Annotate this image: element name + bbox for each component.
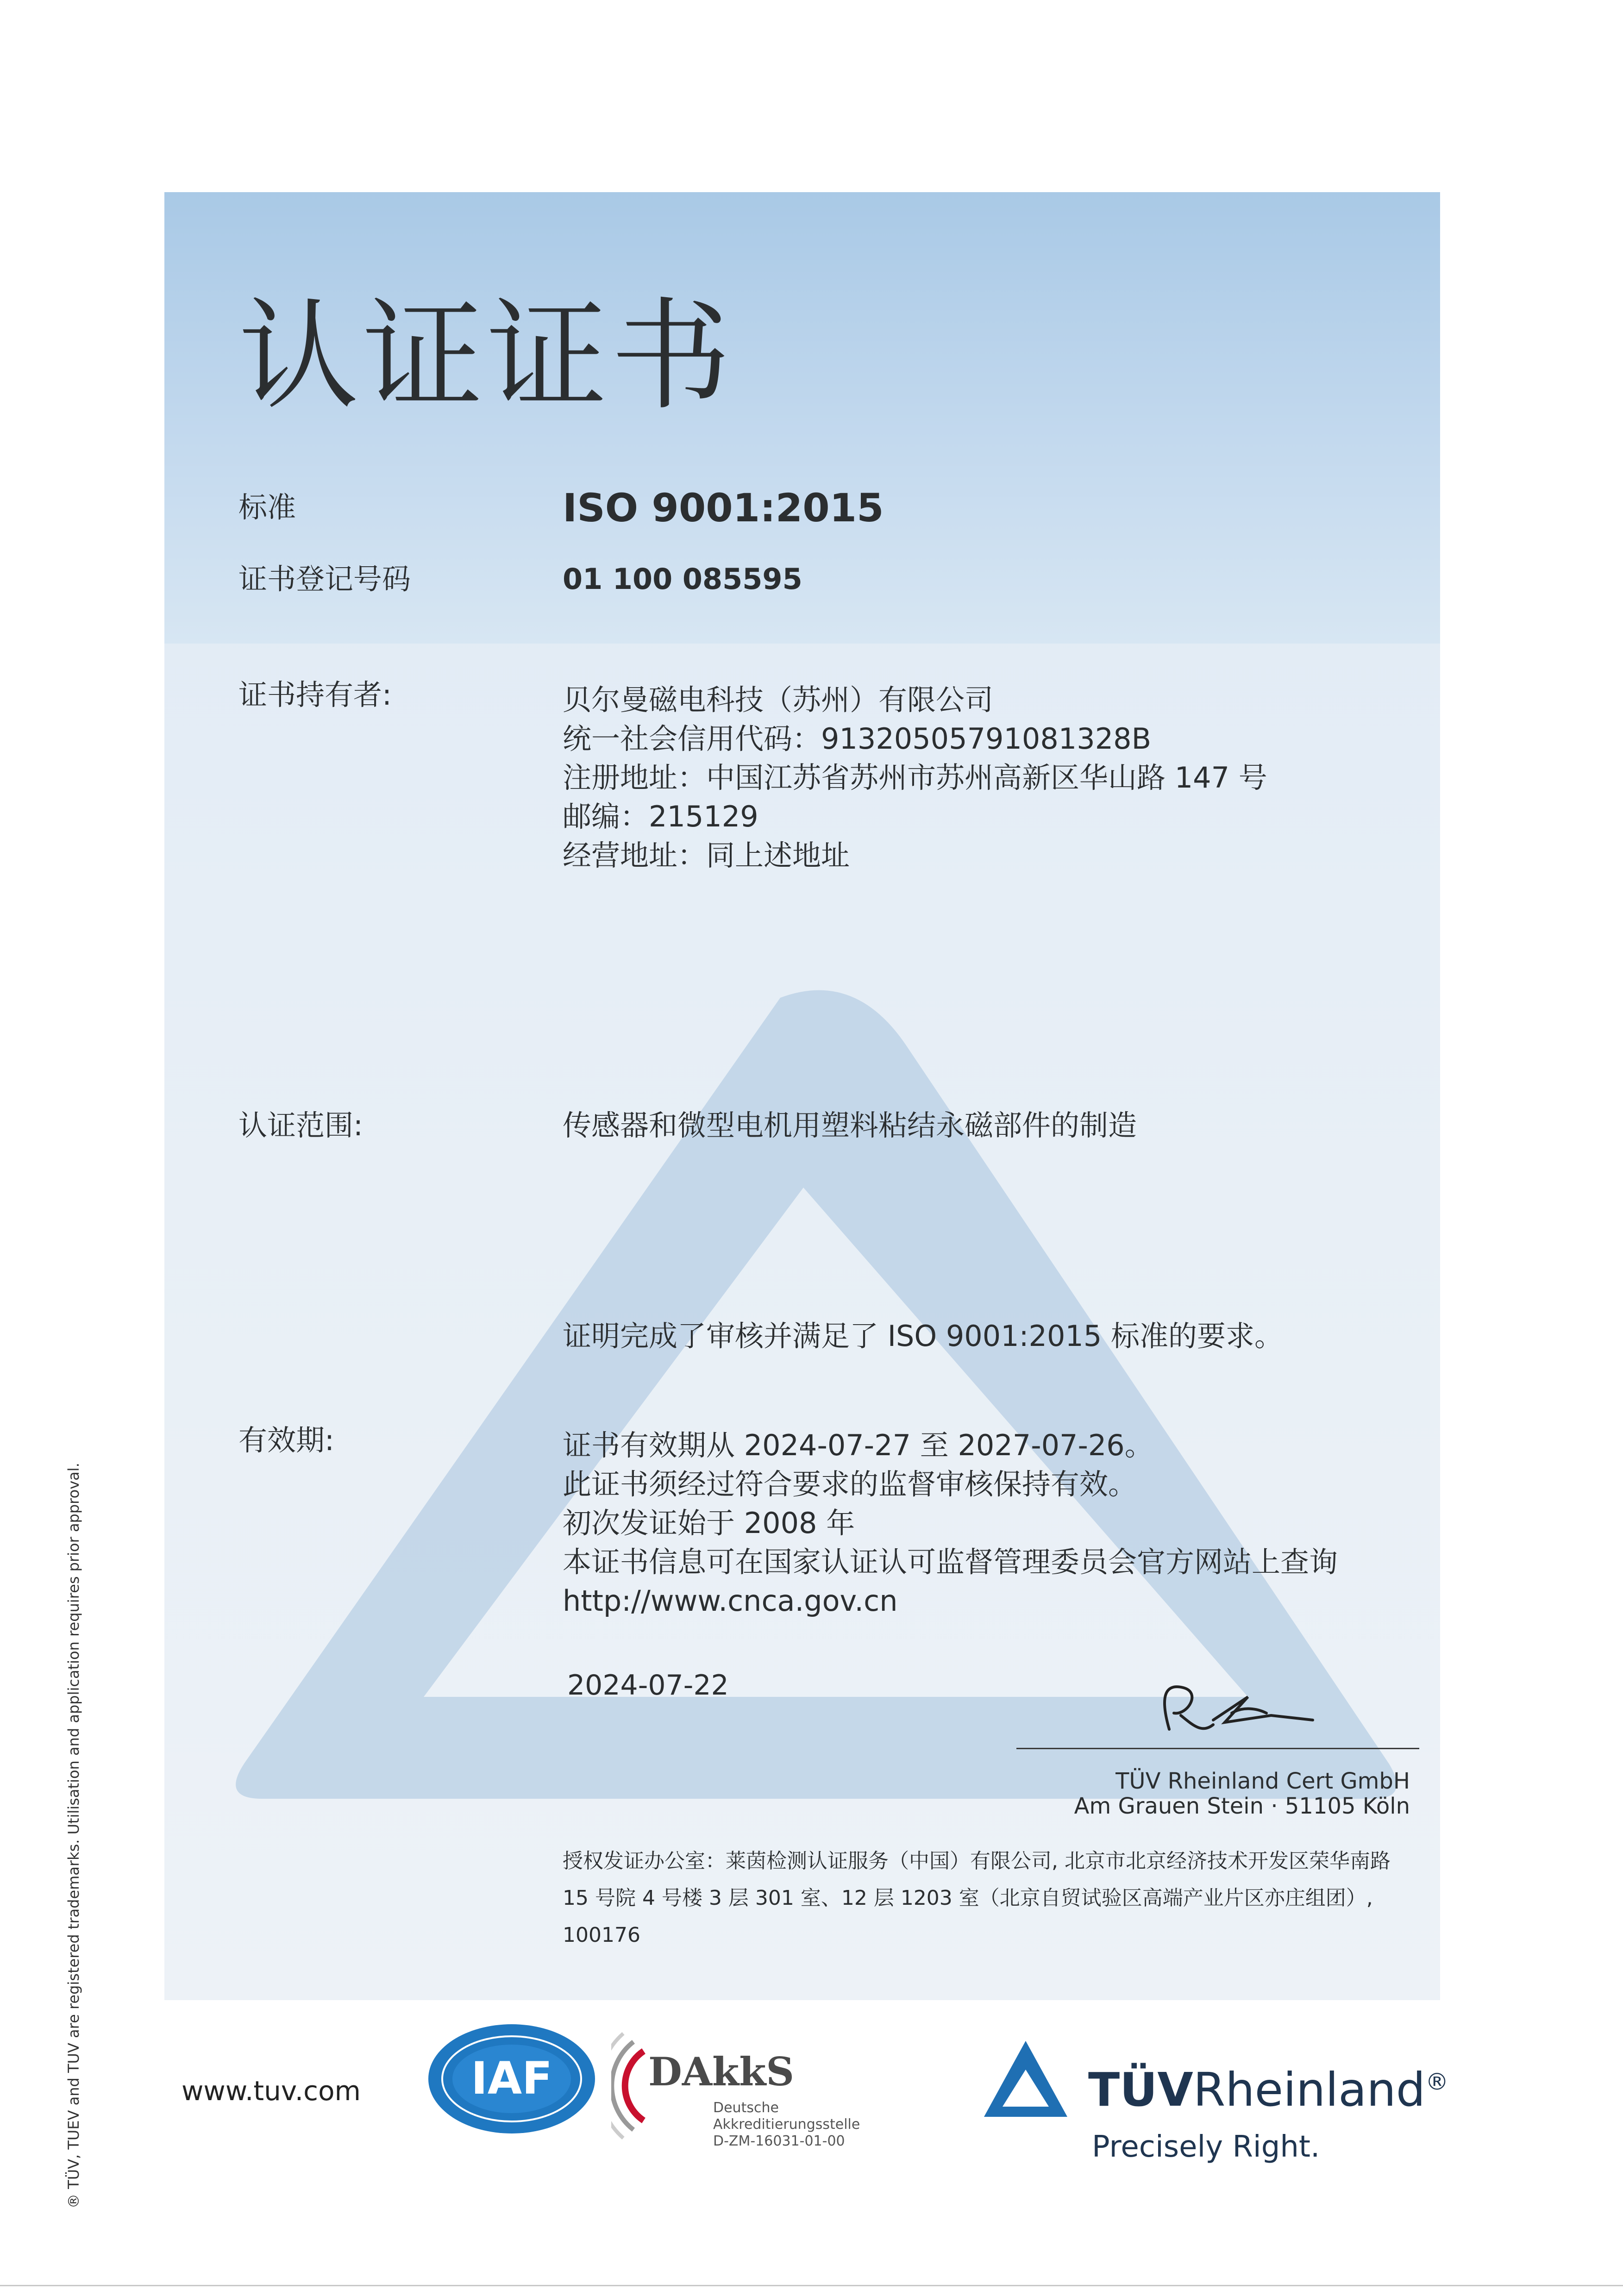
office-line: 授权发证办公室：莱茵检测认证服务（中国）有限公司, 北京市北京经济技术开发区荣华南路 bbox=[563, 1849, 1391, 1873]
bottom-divider bbox=[0, 2285, 1623, 2286]
dakks-line: D-ZM-16031-01-00 bbox=[713, 2133, 845, 2149]
tuv-registered-mark: ® bbox=[1425, 2068, 1449, 2096]
signature-line bbox=[1016, 1748, 1419, 1749]
scope-label: 认证范围: bbox=[238, 1108, 363, 1142]
dakks-details bbox=[713, 2100, 860, 2150]
scope-value: 传感器和微型电机用塑料粘结永磁部件的制造 bbox=[563, 1108, 1137, 1142]
holder-credit-code: 统一社会信用代码：9132050579108132​8B bbox=[563, 722, 1152, 756]
dakks-wordmark: DAkkS bbox=[648, 2049, 795, 2095]
trademark-note: ® TÜV, TUEV and TUV are registered trademarks. Utilisation and application requires prior approval. bbox=[65, 1463, 82, 2208]
certificate-panel bbox=[164, 192, 1440, 2000]
surveillance-note: 此证书须经过符合要求的监督审核保持有效。 bbox=[563, 1467, 1137, 1501]
office-line: 100176 bbox=[563, 1923, 640, 1947]
issuer-address: Am Grauen Stein · 51105 Köln bbox=[1074, 1793, 1410, 1819]
validity-details bbox=[563, 1426, 1338, 1620]
conformity-statement: 证明完成了审核并满足了 ISO 9001:2015 标准的要求。 bbox=[563, 1319, 1284, 1353]
validity-period: 证书有效期从 2024-07-27 至 2027-07-26。 bbox=[563, 1428, 1153, 1462]
certificate-title: 认证证书 bbox=[238, 287, 735, 426]
issuer-name: TÜV Rheinland Cert GmbH bbox=[1115, 1768, 1410, 1794]
issuer-block bbox=[1074, 1769, 1410, 1819]
tuv-triangle-logo-icon bbox=[982, 2037, 1070, 2121]
dakks-line: Deutsche bbox=[713, 2100, 779, 2116]
first-issue: 初次发证始于 2008 年 bbox=[563, 1506, 855, 1540]
standard-label: 标准 bbox=[238, 490, 296, 524]
holder-name: 贝尔曼磁电科技（苏州）有限公司 bbox=[563, 683, 994, 717]
iaf-logo-icon bbox=[424, 2019, 600, 2139]
office-line: 15 号院 4 号楼 3 层 301 室、12 层 1203 室（北京自贸试验区高端产业片区亦庄组团）, bbox=[563, 1886, 1373, 1910]
validity-label: 有效期: bbox=[238, 1423, 334, 1457]
issue-date: 2024-07-22 bbox=[567, 1669, 729, 1702]
tuv-slogan: Precisely Right. bbox=[1092, 2130, 1320, 2164]
svg-text:IAF: IAF bbox=[471, 2052, 552, 2104]
cnca-note: 本证书信息可在国家认证认可监督管理委员会官方网站上查询 bbox=[563, 1545, 1338, 1579]
tuv-brand bbox=[1088, 2063, 1448, 2117]
tuv-brand-rest: Rheinland bbox=[1193, 2063, 1426, 2117]
signature-icon bbox=[1132, 1669, 1317, 1743]
reg-no-label: 证书登记号码 bbox=[238, 562, 411, 596]
standard-value: ISO 9001:2015 bbox=[563, 485, 884, 531]
holder-business-address: 经营地址：同上述地址 bbox=[563, 838, 850, 872]
authorized-office bbox=[563, 1843, 1391, 1954]
tuv-brand-bold: TÜV bbox=[1088, 2063, 1193, 2117]
reg-no-value: 01 100 085595 bbox=[563, 562, 802, 596]
holder-details bbox=[563, 681, 1267, 875]
holder-label: 证书持有者: bbox=[238, 678, 392, 712]
website-link[interactable]: www.tuv.com bbox=[182, 2075, 361, 2107]
cnca-url[interactable]: http://www.cnca.gov.cn bbox=[563, 1584, 898, 1618]
dakks-line: Akkreditierungsstelle bbox=[713, 2116, 860, 2133]
holder-postcode: 邮编：215129 bbox=[563, 800, 758, 833]
holder-registered-address: 注册地址：中国江苏省苏州市苏州高新区华山路 147 号 bbox=[563, 761, 1267, 795]
